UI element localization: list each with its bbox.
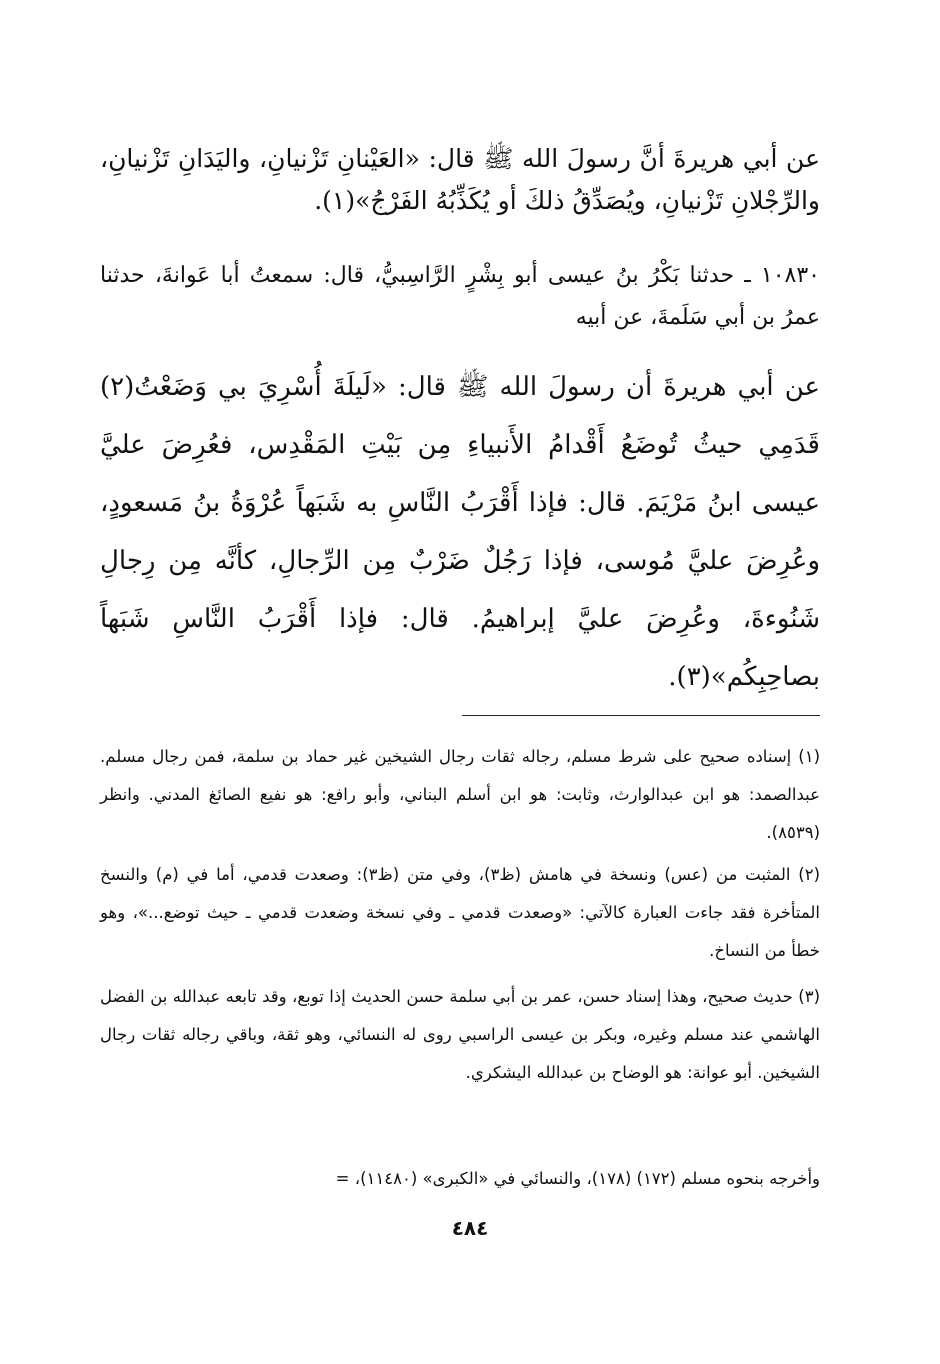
page-number: ٤٨٤: [451, 1216, 489, 1240]
hadith-isnad-10830: ١٠٨٣٠ ـ حدثنا بَكْرُ بنُ عيسى أبو بِشْرٍ الرَّاسِبيُّ، قال: سمعتُ أبا عَوانةَ، حدثنا عمرُ بن أبي سَلَمةَ، عن أبيه: [100, 263, 820, 330]
footnote-2: (٢) المثبت من (عس) ونسخة في هامش (ظ٣)، وفي متن (ظ٣): وصعدت قدمي، أما في (م) والنسخ المتأخرة فقد جاءت العبارة كالآتي: «وصعدت قدمي ـ وفي نسخة وضعدت قدمي ـ حيث توضع...»، وهو خطأ من النساخ.: [100, 865, 820, 960]
footnote-1: (١) إسناده صحيح على شرط مسلم، رجاله ثقات رجال الشيخين غير حماد بن سلمة، فمن رجال مسلم. عبدالصمد: هو ابن عبدالوارث، وثابت: هو ابن أسلم البناني، وأبو رافع: هو نفيع الصائغ المدني. وانظر (٨٥٣٩).: [100, 747, 820, 842]
hadith-paragraph-1: عن أبي هريرةَ أنَّ رسولَ الله ﷺ قال: «العَيْنانِ تَزْنيانِ، واليَدَانِ تَزْنيانِ، والرِّجْلانِ تَزْنيانِ، ويُصَدِّقُ ذلكَ أو يُكَذِّبُهُ الفَرْجُ»(١).: [100, 144, 820, 215]
hadith-paragraph-2: عن أبي هريرةَ أن رسولَ الله ﷺ قال: «لَيلَةَ أُسْرِيَ بي وَضَعْتُ(٢) قَدَمِي حيثُ تُوضَعُ أَقْدامُ الأَنبياءِ مِن بَيْتِ المَقْدِس، فعُرِضَ عليَّ عيسى ابنُ مَرْيَمَ. قال: فإذا أَقْرَبُ النَّاسِ به شَبَهاً عُرْوَةُ بنُ مَسعودٍ، وعُرِضَ عليَّ مُوسى، فإذا رَجُلٌ ضَرْبٌ مِن الرِّجالِ، كأنَّه مِن رِجالِ شَنُوءةَ، وعُرِضَ عليَّ إبراهيمُ. قال: فإذا أَقْرَبُ النَّاسِ شَبَهاً بصاحِبِكُم»(٣).: [100, 372, 820, 692]
footnote-3: (٣) حديث صحيح، وهذا إسناد حسن، عمر بن أبي سلمة حسن الحديث إذا توبع، وقد تابعه عبدالله بن الفضل الهاشمي عند مسلم وغيره، وبكر بن عيسى الراسبي روى له النسائي، وهو ثقة، وباقي رجاله ثقات رجال الشيخين. أبو عوانة: هو الوضاح بن عبدالله اليشكري.: [100, 987, 820, 1082]
footnote-divider: [462, 715, 820, 716]
footnote-3-continuation: وأخرجه بنحوه مسلم (١٧٢) (١٧٨)، والنسائي في «الكبرى» (١١٤٨٠)، =: [335, 1169, 820, 1188]
